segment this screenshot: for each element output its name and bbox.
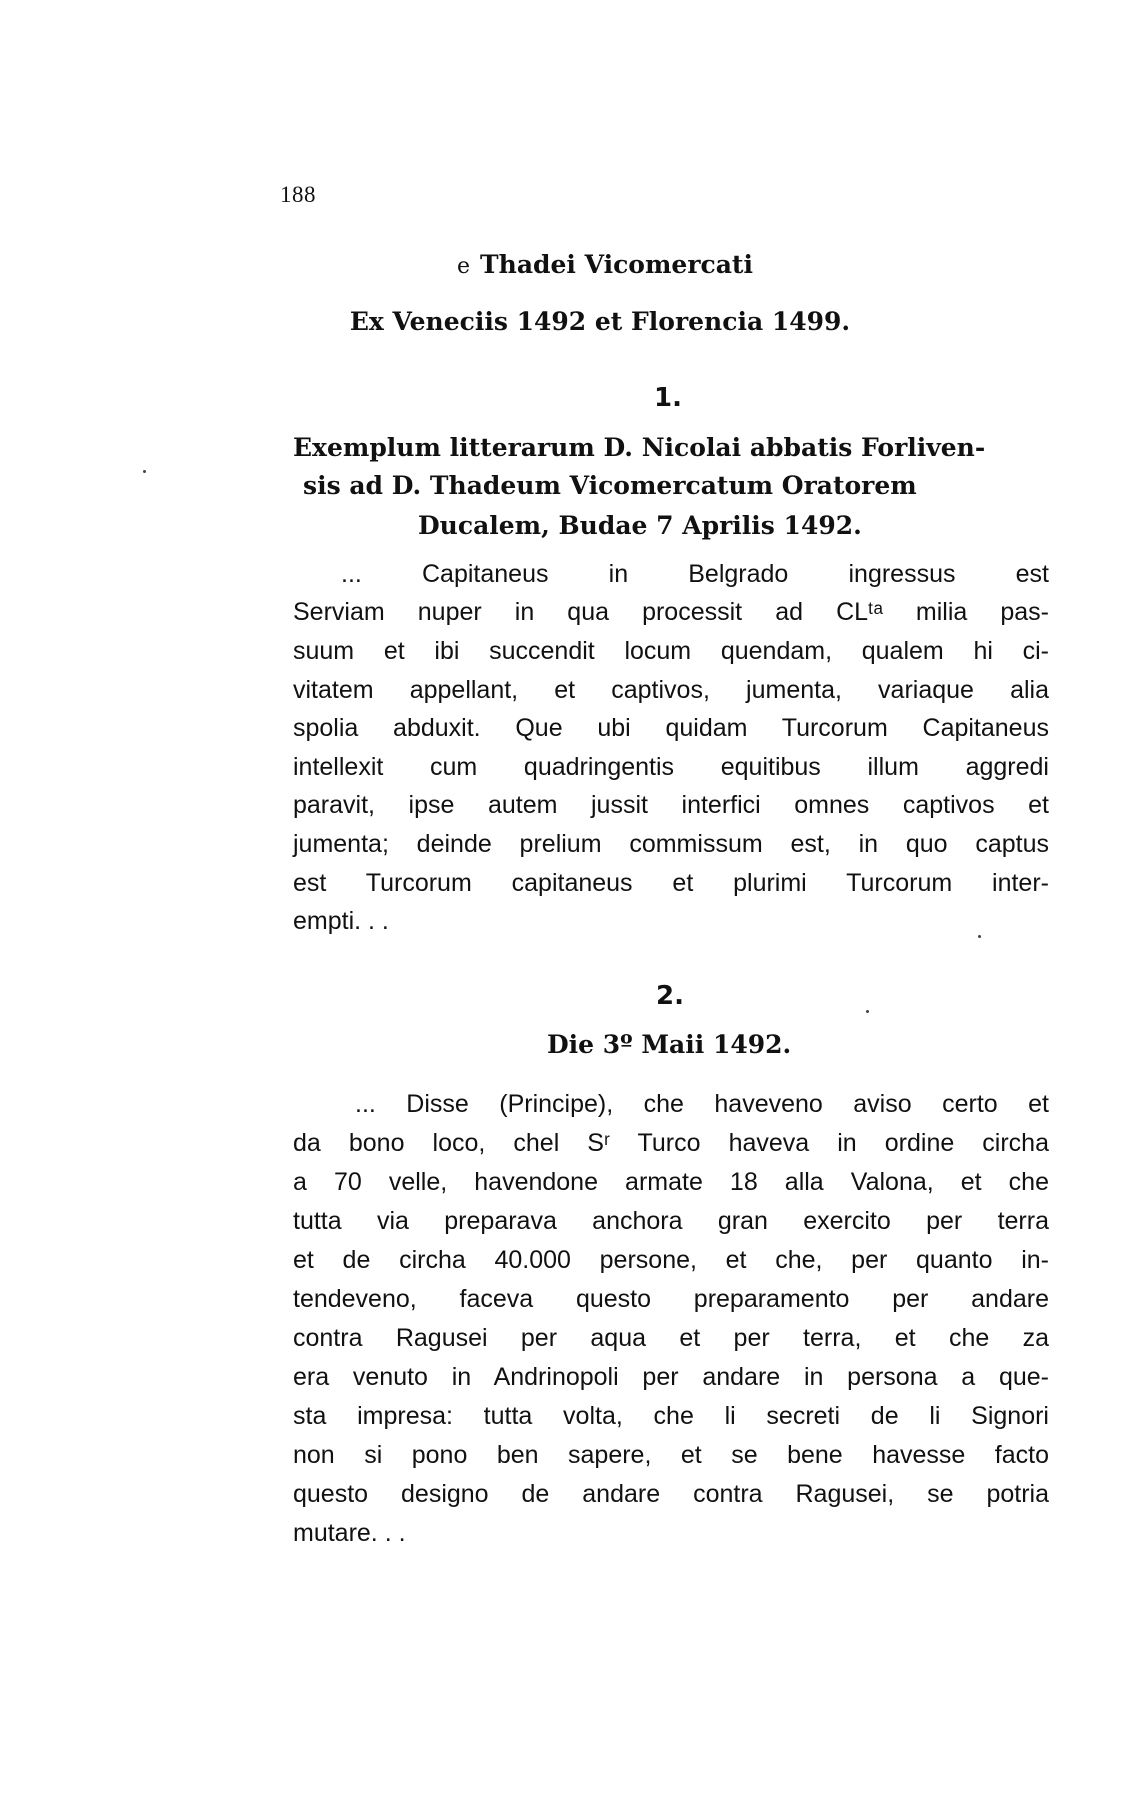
text-line: questo designo de andare contra Ragusei, se potria — [293, 1480, 1049, 1508]
text-line: est Turcorum capitaneus et plurimi Turcorum inter- — [293, 869, 1049, 897]
text-line: ... Disse (Principe), che haveveno aviso certo et — [355, 1090, 1049, 1118]
text-line: ... Capitaneus in Belgrado ingressus est — [341, 560, 1049, 588]
page-number: 188 — [280, 182, 316, 207]
section-1-number: 1. — [654, 383, 682, 413]
section-1-title-line: Exemplum litterarum D. Nicolai abbatis Forliven- — [293, 433, 986, 462]
text-line: empti. . . — [293, 907, 389, 935]
print-speck — [143, 470, 146, 473]
section-2-date: Die 3º Maii 1492. — [547, 1030, 792, 1059]
text-line: contra Ragusei per aqua et per terra, et che za — [293, 1324, 1049, 1352]
text-line: spolia abduxit. Que ubi quidam Turcorum Capitaneus — [293, 714, 1049, 742]
text-line: vitatem appellant, et captivos, jumenta, variaque alia — [293, 676, 1049, 704]
header-line-2: Ex Veneciis 1492 et Florencia 1499. — [349, 307, 851, 336]
text-line: suum et ibi succendit locum quendam, qualem hi ci- — [293, 637, 1049, 665]
header-thadei — [0, 250, 1140, 279]
header-line-1: Thadei Vicomercati — [480, 250, 753, 279]
print-speck — [978, 935, 981, 938]
text-line: Serviam nuper in qua processit ad CLᵗᵃ milia pas- — [293, 598, 1049, 626]
print-speck — [866, 1010, 869, 1013]
text-line: a 70 velle, havendone armate 18 alla Valona, et che — [293, 1168, 1049, 1196]
text-line: jumenta; deinde prelium commissum est, in quo captus — [293, 830, 1049, 858]
text-line: et de circha 40.000 persone, et che, per quanto in- — [293, 1246, 1049, 1274]
text-line: da bono loco, chel Sʳ Turco haveva in ordine circha — [293, 1129, 1049, 1157]
section-2-number: 2. — [656, 981, 684, 1011]
text-line: era venuto in Andrinopoli per andare in persona a que- — [293, 1363, 1049, 1391]
text-line: intellexit cum quadringentis equitibus illum aggredi — [293, 753, 1049, 781]
text-line: paravit, ipse autem jussit interfici omnes captivos et — [293, 791, 1049, 819]
text-line: tutta via preparava anchora gran exercito per terra — [293, 1207, 1049, 1235]
section-1-title-line: sis ad D. Thadeum Vicomercatum Oratorem — [303, 471, 917, 500]
text-line: mutare. . . — [293, 1519, 406, 1547]
section-1-title-line: Ducalem, Budae 7 Aprilis 1492. — [418, 511, 862, 540]
header-e-mark: e — [457, 254, 471, 279]
text-line: tendeveno, faceva questo preparamento per andare — [293, 1285, 1049, 1313]
text-line: non si pono ben sapere, et se bene havesse facto — [293, 1441, 1049, 1469]
text-line: sta impresa: tutta volta, che li secreti de li Signori — [293, 1402, 1049, 1430]
